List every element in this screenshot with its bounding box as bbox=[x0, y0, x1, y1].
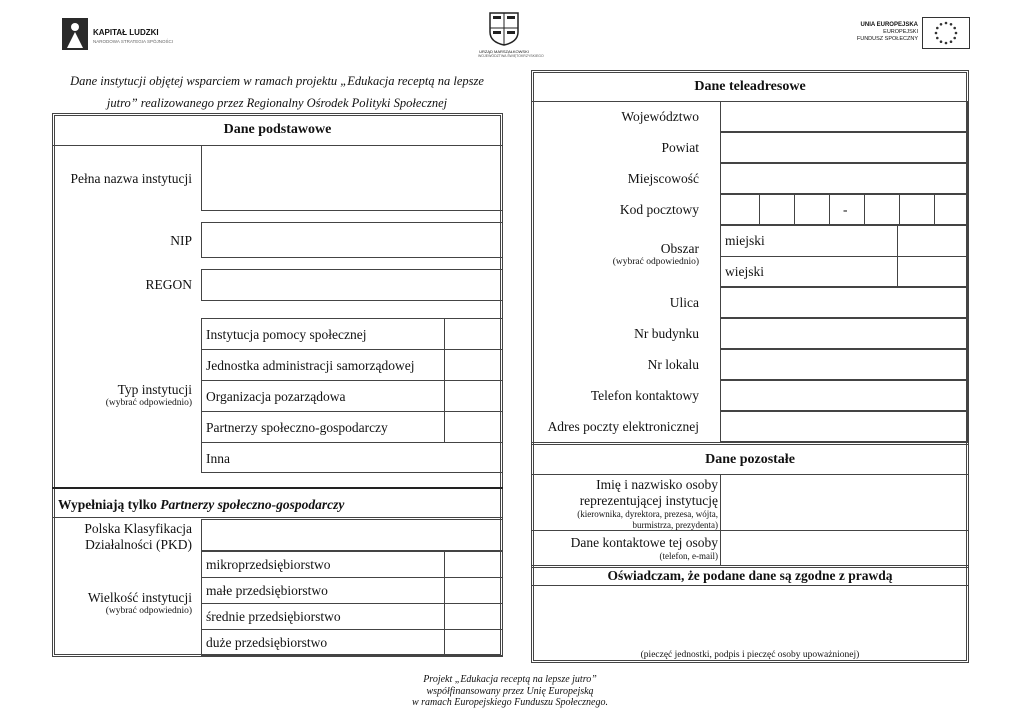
typ-option-label: Partnerzy społeczno-gospodarczy bbox=[206, 420, 388, 435]
intro-line2: jutro” realizowanego przez Regionalny Ośrodek Polityki Społecznej bbox=[106, 96, 448, 110]
footer-line3: w ramach Europejskiego Funduszu Społecznego. bbox=[412, 697, 608, 708]
wielkosc-option-checkbox[interactable] bbox=[445, 578, 502, 603]
typ-option-checkbox[interactable] bbox=[445, 350, 502, 380]
eu-logo-text bbox=[840, 21, 918, 43]
kod-digit-box[interactable] bbox=[865, 195, 899, 224]
kapital-ludzki-logo bbox=[62, 18, 172, 52]
miejscowosc-label: Miejscowość bbox=[627, 171, 699, 186]
eu-line3: FUNDUSZ SPOŁECZNY bbox=[856, 36, 918, 42]
kapital-ludzki-subtitle: NARODOWA STRATEGIA SPÓJNOŚCI bbox=[93, 39, 174, 44]
miejski-checkbox[interactable] bbox=[898, 226, 967, 256]
kod-dash: - bbox=[843, 202, 848, 217]
partners-divider-2 bbox=[52, 517, 503, 518]
other-header-top bbox=[531, 442, 969, 445]
telefon-input[interactable] bbox=[720, 380, 968, 411]
miejski-label: miejski bbox=[725, 233, 765, 248]
typ-option-checkbox[interactable] bbox=[445, 412, 502, 442]
kontakt-label bbox=[540, 535, 718, 562]
wielkosc-option-label: duże przedsiębiorstwo bbox=[206, 635, 328, 650]
wojewodztwo-label: Województwo bbox=[621, 109, 699, 124]
footer-line1: Projekt „Edukacja receptą na lepsze jutro” bbox=[423, 674, 597, 685]
partners-heading-prefix: Wypełniają tylko bbox=[58, 497, 161, 512]
wielkosc-label bbox=[55, 590, 192, 617]
imie-line1: Imię i nazwisko osoby bbox=[596, 477, 718, 492]
ulica-input[interactable] bbox=[720, 287, 968, 318]
email-input[interactable] bbox=[720, 411, 968, 442]
wiejski-checkbox[interactable] bbox=[898, 257, 967, 286]
typ-instytucji-hint: (wybrać odpowiednio) bbox=[105, 398, 192, 408]
intro-line1: Dane instytucji objętej wsparciem w ramach projektu „Edukacja receptą na lepsze bbox=[70, 74, 484, 88]
imie-hint1: (kierownika, dyrektora, prezesa, wójta, bbox=[577, 509, 718, 519]
regon-input[interactable] bbox=[201, 269, 503, 301]
oswiadczam-line-bottom bbox=[531, 585, 969, 586]
wielkosc-option-checkbox[interactable] bbox=[445, 630, 502, 655]
kod-pocztowy-boxes bbox=[720, 194, 968, 225]
kod-digit-box[interactable] bbox=[935, 195, 967, 224]
typ-instytucji-table bbox=[201, 318, 503, 473]
eu-line2: EUROPEJSKI bbox=[883, 29, 918, 35]
dane-pozostale-title: Dane pozostałe bbox=[705, 452, 795, 467]
wielkosc-option-label: średnie przedsiębiorstwo bbox=[206, 609, 341, 624]
pelna-nazwa-label: Pełna nazwa instytucji bbox=[70, 171, 192, 186]
wielkosc-text: Wielkość instytucji bbox=[87, 590, 192, 605]
imie-nazwisko-input[interactable] bbox=[720, 474, 968, 531]
wiejski-label: wiejski bbox=[725, 264, 764, 279]
imie-hint2: burmistrza, prezydenta) bbox=[632, 520, 718, 530]
imie-nazwisko-label bbox=[540, 477, 718, 531]
urzad-marszalkowski-logo bbox=[478, 12, 544, 62]
nip-label: NIP bbox=[170, 233, 192, 248]
pelna-nazwa-input[interactable] bbox=[201, 145, 503, 211]
footer-line2: współfinansowany przez Unię Europejską bbox=[426, 685, 594, 697]
coat-of-arms-icon bbox=[489, 12, 519, 46]
wielkosc-hint: (wybrać odpowiednio) bbox=[105, 606, 192, 616]
obszar-label bbox=[540, 241, 699, 268]
kontakt-input[interactable] bbox=[720, 531, 968, 565]
urzad-line2: WOJEWÓDZTWA ŚWIĘTOKRZYSKIEGO bbox=[478, 54, 544, 58]
pkd-line2: Działalności (PKD) bbox=[85, 537, 192, 552]
wielkosc-option-label: mikroprzedsiębiorstwo bbox=[206, 557, 331, 572]
wielkosc-table bbox=[201, 551, 503, 656]
nip-input[interactable] bbox=[201, 222, 503, 258]
nr-budynku-label: Nr budynku bbox=[634, 326, 699, 341]
kod-pocztowy-label: Kod pocztowy bbox=[619, 202, 699, 217]
oswiadczam-text: Oświadczam, że podane dane są zgodne z prawdą bbox=[607, 568, 893, 583]
kod-digit-box[interactable] bbox=[760, 195, 794, 224]
pkd-label bbox=[55, 521, 192, 553]
powiat-input[interactable] bbox=[720, 132, 968, 163]
intro-text bbox=[52, 70, 502, 114]
nr-budynku-input[interactable] bbox=[720, 318, 968, 349]
imie-row-line bbox=[531, 530, 721, 531]
typ-instytucji-text: Typ instytucji bbox=[117, 382, 192, 397]
eu-line1: UNIA EUROPEJSKA bbox=[860, 22, 918, 28]
partners-heading-italic: Partnerzy społeczno-gospodarczy bbox=[160, 497, 345, 512]
wielkosc-option-label: małe przedsiębiorstwo bbox=[206, 583, 328, 598]
miejscowosc-input[interactable] bbox=[720, 163, 968, 194]
typ-option-checkbox[interactable] bbox=[445, 320, 502, 349]
typ-option-label: Instytucja pomocy społecznej bbox=[206, 327, 367, 342]
nr-lokalu-input[interactable] bbox=[720, 349, 968, 380]
inna-input[interactable] bbox=[202, 443, 502, 472]
kod-digit-box[interactable] bbox=[795, 195, 829, 224]
imie-line2: reprezentującej instytucję bbox=[579, 493, 718, 508]
telefon-label: Telefon kontaktowy bbox=[590, 388, 699, 403]
obszar-hint: (wybrać odpowiednio) bbox=[612, 257, 699, 267]
wojewodztwo-input[interactable] bbox=[720, 101, 968, 132]
kontakt-hint: (telefon, e-mail) bbox=[659, 551, 718, 561]
kapital-ludzki-title: KAPITAŁ LUDZKI bbox=[93, 28, 159, 37]
typ-option-label: Inna bbox=[206, 451, 230, 466]
partners-divider bbox=[52, 487, 503, 489]
pkd-line1: Polska Klasyfikacja bbox=[84, 521, 192, 536]
typ-option-label: Jednostka administracji samorządowej bbox=[206, 358, 415, 373]
wielkosc-option-checkbox[interactable] bbox=[445, 552, 502, 577]
typ-instytucji-label bbox=[55, 382, 192, 409]
email-label: Adres poczty elektronicznej bbox=[547, 419, 699, 434]
pieczec-caption: (pieczęć jednostki, podpis i pieczęć osoby upoważnionej) bbox=[640, 650, 860, 660]
partners-heading bbox=[58, 497, 344, 513]
footer bbox=[360, 674, 660, 709]
dane-podstawowe-title: Dane podstawowe bbox=[223, 122, 332, 137]
dane-teleadresowe-title: Dane teleadresowe bbox=[694, 79, 806, 94]
typ-option-checkbox[interactable] bbox=[445, 381, 502, 411]
powiat-label: Powiat bbox=[661, 140, 699, 155]
obszar-table bbox=[720, 225, 968, 287]
nr-lokalu-label: Nr lokalu bbox=[647, 357, 699, 372]
regon-label: REGON bbox=[145, 277, 192, 292]
typ-option-label: Organizacja pozarządowa bbox=[206, 389, 346, 404]
kontakt-text: Dane kontaktowe tej osoby bbox=[570, 535, 718, 550]
kod-digit-box[interactable] bbox=[900, 195, 934, 224]
obszar-text: Obszar bbox=[660, 241, 699, 256]
pkd-input[interactable] bbox=[201, 519, 503, 551]
ulica-label: Ulica bbox=[669, 295, 699, 310]
wielkosc-option-checkbox[interactable] bbox=[445, 604, 502, 629]
eu-flag-icon bbox=[922, 17, 970, 49]
urzad-line1: URZĄD MARSZAŁKOWSKI bbox=[479, 49, 529, 54]
kapital-ludzki-emblem-icon bbox=[62, 18, 88, 50]
